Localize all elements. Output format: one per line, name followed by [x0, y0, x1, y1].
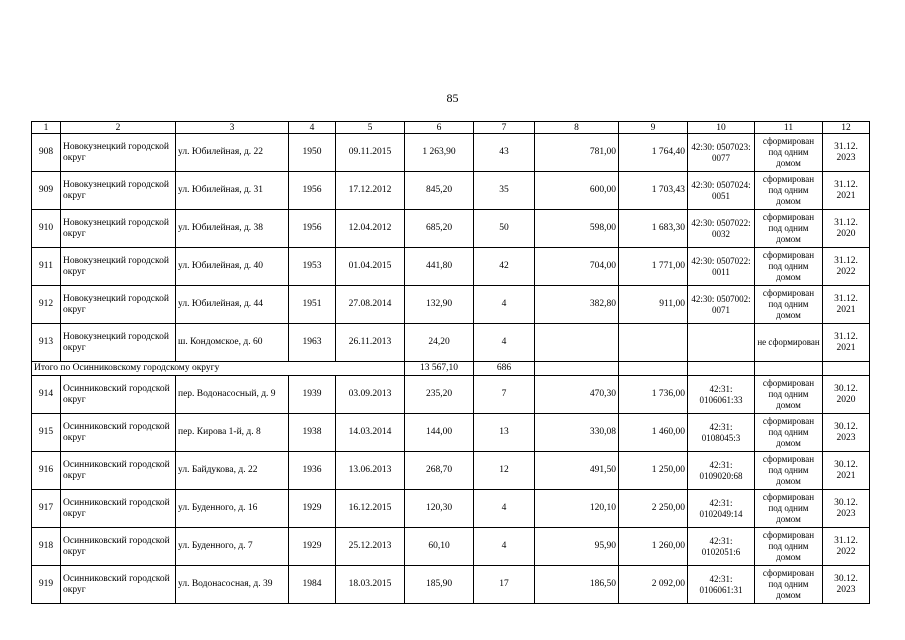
- column-number: 5: [336, 122, 405, 134]
- column-number: 10: [688, 122, 755, 134]
- value-cell: [535, 324, 619, 362]
- row-number: 911: [32, 248, 61, 286]
- column-number: 12: [823, 122, 870, 134]
- row-number: 910: [32, 210, 61, 248]
- deadline-cell: 31.12. 2021: [823, 286, 870, 324]
- locality-cell: Новокузнецкий городской округ: [61, 210, 176, 248]
- empty-cell: [823, 362, 870, 376]
- empty-cell: [755, 362, 823, 376]
- year-cell: 1953: [289, 248, 336, 286]
- address-cell: ул. Юбилейная, д. 22: [176, 134, 289, 172]
- value-cell: 491,50: [535, 452, 619, 490]
- date-cell: 26.11.2013: [336, 324, 405, 362]
- value-cell: 2 092,00: [619, 566, 688, 604]
- value-cell: [619, 324, 688, 362]
- area-cell: 268,70: [405, 452, 474, 490]
- cadastral-cell: 42:30: 0507002: 0071: [688, 286, 755, 324]
- date-cell: 16.12.2015: [336, 490, 405, 528]
- value-cell: 1 250,00: [619, 452, 688, 490]
- table-row: [32, 376, 870, 414]
- table-row: [32, 490, 870, 528]
- status-cell: сформирован под одним домом: [755, 490, 823, 528]
- deadline-cell: 31.12. 2021: [823, 324, 870, 362]
- date-cell: 25.12.2013: [336, 528, 405, 566]
- year-cell: 1956: [289, 210, 336, 248]
- empty-cell: [619, 362, 688, 376]
- date-cell: 12.04.2012: [336, 210, 405, 248]
- cadastral-cell: 42:31: 0109020:68: [688, 452, 755, 490]
- value-cell: 1 683,30: [619, 210, 688, 248]
- residents-cell: 50: [474, 210, 535, 248]
- cadastral-cell: [688, 324, 755, 362]
- year-cell: 1956: [289, 172, 336, 210]
- locality-cell: Осинниковский городской округ: [61, 414, 176, 452]
- table-row: [32, 566, 870, 604]
- date-cell: 14.03.2014: [336, 414, 405, 452]
- table-row: [32, 286, 870, 324]
- cadastral-cell: 42:31: 0102049:14: [688, 490, 755, 528]
- column-number: 7: [474, 122, 535, 134]
- year-cell: 1951: [289, 286, 336, 324]
- cadastral-cell: 42:31: 0102051:6: [688, 528, 755, 566]
- year-cell: 1929: [289, 490, 336, 528]
- table-row: [32, 528, 870, 566]
- residents-cell: 4: [474, 286, 535, 324]
- empty-cell: [535, 362, 619, 376]
- locality-cell: Новокузнецкий городской округ: [61, 248, 176, 286]
- locality-cell: Новокузнецкий городской округ: [61, 172, 176, 210]
- residents-cell: 17: [474, 566, 535, 604]
- area-cell: 441,80: [405, 248, 474, 286]
- address-cell: ул. Буденного, д. 7: [176, 528, 289, 566]
- residents-cell: 43: [474, 134, 535, 172]
- date-cell: 13.06.2013: [336, 452, 405, 490]
- table-row: [32, 324, 870, 362]
- value-cell: 186,50: [535, 566, 619, 604]
- value-cell: 911,00: [619, 286, 688, 324]
- status-cell: сформирован под одним домом: [755, 414, 823, 452]
- empty-cell: [688, 362, 755, 376]
- address-cell: ул. Юбилейная, д. 31: [176, 172, 289, 210]
- deadline-cell: 30.12. 2021: [823, 452, 870, 490]
- year-cell: 1984: [289, 566, 336, 604]
- residents-cell: 4: [474, 324, 535, 362]
- table-row: [32, 172, 870, 210]
- date-cell: 18.03.2015: [336, 566, 405, 604]
- status-cell: сформирован под одним домом: [755, 286, 823, 324]
- residents-cell: 12: [474, 452, 535, 490]
- row-number: 908: [32, 134, 61, 172]
- status-cell: сформирован под одним домом: [755, 172, 823, 210]
- area-cell: 60,10: [405, 528, 474, 566]
- area-cell: 24,20: [405, 324, 474, 362]
- value-cell: 2 250,00: [619, 490, 688, 528]
- area-cell: 845,20: [405, 172, 474, 210]
- value-cell: 781,00: [535, 134, 619, 172]
- value-cell: 1 260,00: [619, 528, 688, 566]
- column-number: 6: [405, 122, 474, 134]
- cadastral-cell: 42:30: 0507023: 0077: [688, 134, 755, 172]
- deadline-cell: 30.12. 2023: [823, 490, 870, 528]
- value-cell: 382,80: [535, 286, 619, 324]
- locality-cell: Осинниковский городской округ: [61, 490, 176, 528]
- total-area: 13 567,10: [405, 362, 474, 376]
- address-cell: ул. Буденного, д. 16: [176, 490, 289, 528]
- area-cell: 1 263,90: [405, 134, 474, 172]
- status-cell: сформирован под одним домом: [755, 248, 823, 286]
- residents-cell: 7: [474, 376, 535, 414]
- registry-table: [31, 121, 870, 604]
- residents-cell: 13: [474, 414, 535, 452]
- area-cell: 132,90: [405, 286, 474, 324]
- status-cell: сформирован под одним домом: [755, 134, 823, 172]
- row-number: 914: [32, 376, 61, 414]
- total-label: Итого по Осинниковскому городскому округу: [32, 362, 405, 376]
- status-cell: сформирован под одним домом: [755, 528, 823, 566]
- row-number: 918: [32, 528, 61, 566]
- value-cell: 95,90: [535, 528, 619, 566]
- year-cell: 1938: [289, 414, 336, 452]
- area-cell: 685,20: [405, 210, 474, 248]
- table-row: [32, 210, 870, 248]
- value-cell: 1 771,00: [619, 248, 688, 286]
- address-cell: ш. Кондомское, д. 60: [176, 324, 289, 362]
- status-cell: не сформирован: [755, 324, 823, 362]
- deadline-cell: 31.12. 2021: [823, 172, 870, 210]
- table-row: [32, 452, 870, 490]
- date-cell: 27.08.2014: [336, 286, 405, 324]
- status-cell: сформирован под одним домом: [755, 452, 823, 490]
- date-cell: 09.11.2015: [336, 134, 405, 172]
- status-cell: сформирован под одним домом: [755, 210, 823, 248]
- residents-cell: 4: [474, 528, 535, 566]
- status-cell: сформирован под одним домом: [755, 376, 823, 414]
- area-cell: 185,90: [405, 566, 474, 604]
- status-cell: сформирован под одним домом: [755, 566, 823, 604]
- locality-cell: Осинниковский городской округ: [61, 528, 176, 566]
- row-number: 912: [32, 286, 61, 324]
- area-cell: 235,20: [405, 376, 474, 414]
- column-number-row: [32, 122, 870, 134]
- residents-cell: 4: [474, 490, 535, 528]
- deadline-cell: 31.12. 2022: [823, 528, 870, 566]
- address-cell: ул. Юбилейная, д. 40: [176, 248, 289, 286]
- row-number: 909: [32, 172, 61, 210]
- column-number: 1: [32, 122, 61, 134]
- value-cell: 598,00: [535, 210, 619, 248]
- deadline-cell: 30.12. 2020: [823, 376, 870, 414]
- value-cell: 1 703,43: [619, 172, 688, 210]
- year-cell: 1929: [289, 528, 336, 566]
- locality-cell: Осинниковский городской округ: [61, 376, 176, 414]
- value-cell: 470,30: [535, 376, 619, 414]
- address-cell: ул. Юбилейная, д. 44: [176, 286, 289, 324]
- address-cell: ул. Юбилейная, д. 38: [176, 210, 289, 248]
- column-number: 4: [289, 122, 336, 134]
- date-cell: 03.09.2013: [336, 376, 405, 414]
- locality-cell: Осинниковский городской округ: [61, 566, 176, 604]
- table-row: [32, 414, 870, 452]
- locality-cell: Новокузнецкий городской округ: [61, 324, 176, 362]
- table-row: [32, 134, 870, 172]
- value-cell: 1 764,40: [619, 134, 688, 172]
- column-number: 3: [176, 122, 289, 134]
- deadline-cell: 31.12. 2023: [823, 134, 870, 172]
- value-cell: 120,10: [535, 490, 619, 528]
- address-cell: ул. Водонасосная, д. 39: [176, 566, 289, 604]
- year-cell: 1950: [289, 134, 336, 172]
- area-cell: 120,30: [405, 490, 474, 528]
- cadastral-cell: 42:30: 0507024: 0051: [688, 172, 755, 210]
- cadastral-cell: 42:31: 0106061:31: [688, 566, 755, 604]
- address-cell: пер. Кирова 1-й, д. 8: [176, 414, 289, 452]
- address-cell: пер. Водонасосный, д. 9: [176, 376, 289, 414]
- column-number: 2: [61, 122, 176, 134]
- cadastral-cell: 42:31: 0108045:3: [688, 414, 755, 452]
- residents-cell: 42: [474, 248, 535, 286]
- cadastral-cell: 42:30: 0507022: 0011: [688, 248, 755, 286]
- cadastral-cell: 42:30: 0507022: 0032: [688, 210, 755, 248]
- page-number: 85: [446, 91, 459, 105]
- total-row: [32, 362, 870, 376]
- residents-cell: 35: [474, 172, 535, 210]
- column-number: 11: [755, 122, 823, 134]
- row-number: 913: [32, 324, 61, 362]
- year-cell: 1939: [289, 376, 336, 414]
- locality-cell: Новокузнецкий городской округ: [61, 286, 176, 324]
- value-cell: 1 736,00: [619, 376, 688, 414]
- column-number: 9: [619, 122, 688, 134]
- date-cell: 01.04.2015: [336, 248, 405, 286]
- value-cell: 330,08: [535, 414, 619, 452]
- table-body: [32, 122, 870, 604]
- locality-cell: Новокузнецкий городской округ: [61, 134, 176, 172]
- value-cell: 600,00: [535, 172, 619, 210]
- row-number: 916: [32, 452, 61, 490]
- row-number: 917: [32, 490, 61, 528]
- area-cell: 144,00: [405, 414, 474, 452]
- table-row: [32, 248, 870, 286]
- locality-cell: Осинниковский городской округ: [61, 452, 176, 490]
- deadline-cell: 30.12. 2023: [823, 414, 870, 452]
- value-cell: 704,00: [535, 248, 619, 286]
- deadline-cell: 31.12. 2022: [823, 248, 870, 286]
- address-cell: ул. Байдукова, д. 22: [176, 452, 289, 490]
- total-residents: 686: [474, 362, 535, 376]
- date-cell: 17.12.2012: [336, 172, 405, 210]
- row-number: 919: [32, 566, 61, 604]
- row-number: 915: [32, 414, 61, 452]
- year-cell: 1963: [289, 324, 336, 362]
- deadline-cell: 31.12. 2020: [823, 210, 870, 248]
- cadastral-cell: 42:31: 0106061:33: [688, 376, 755, 414]
- year-cell: 1936: [289, 452, 336, 490]
- value-cell: 1 460,00: [619, 414, 688, 452]
- deadline-cell: 30.12. 2023: [823, 566, 870, 604]
- column-number: 8: [535, 122, 619, 134]
